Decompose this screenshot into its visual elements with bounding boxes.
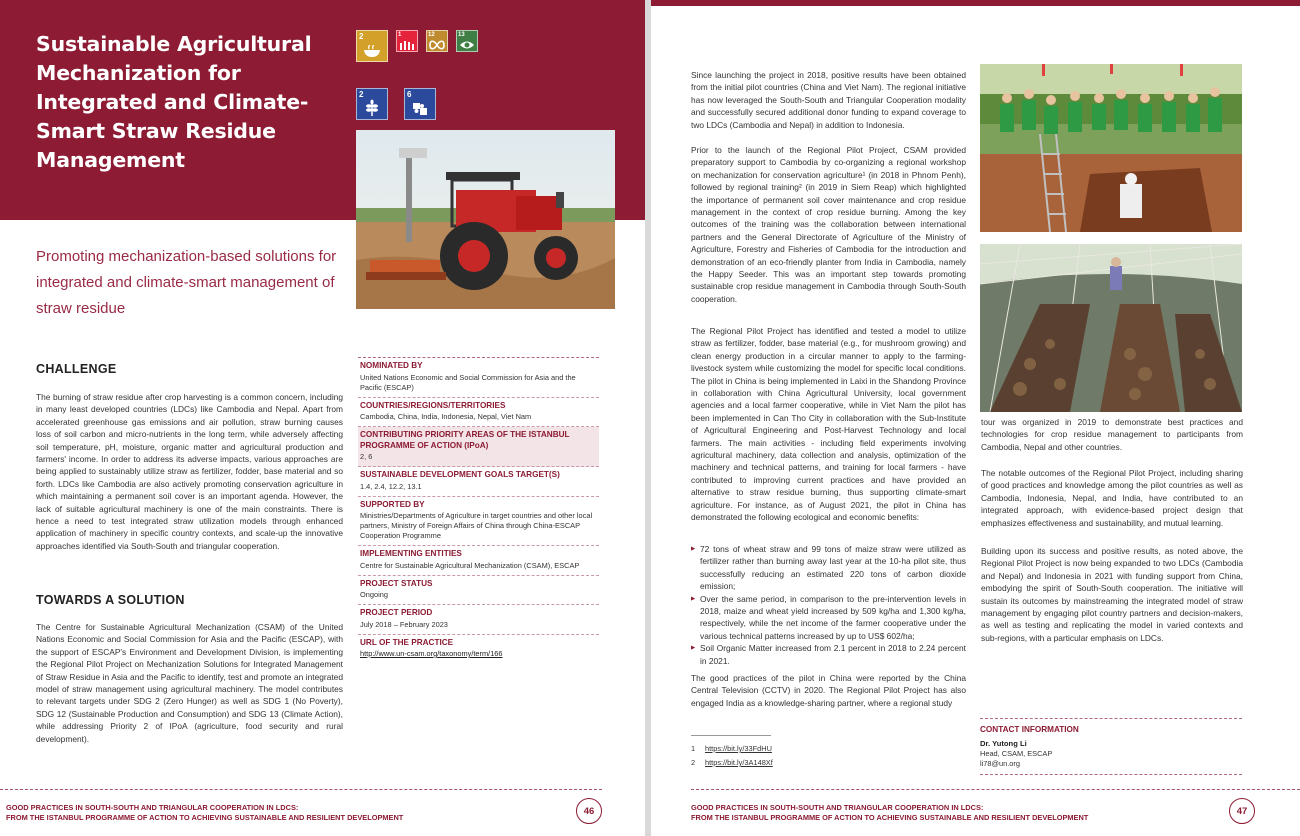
info-sdg-targets: SUSTAINABLE DEVELOPMENT GOALS TARGET(S) 1.4, 2.4, 12.2, 13.1	[358, 467, 599, 497]
solution-heading: TOWARDS A SOLUTION	[36, 593, 185, 607]
info-nominated-by: NOMINATED BY United Nations Economic and Social Commission for Asia and the Pacific (ESCAP)	[358, 358, 599, 398]
ipoa-2-icon: 2	[356, 88, 388, 120]
solution-text: The Centre for Sustainable Agricultural Mechanization (CSAM) of the United Nations Economic and Social Commission for Asia and the Pacific (ESCAP), with the support of ESCAP's Environment and Development Division, is implementing the Regional Pilot Project on Mechanization Solutions for Integrated Management of Straw Residue in Asia and the Pacific to identify, test and promote an integrated model of straw management using agricultural machinery. The model contributes to relevant targets under SDG 2 (Zero Hunger) as well as SDG 1 (No Poverty), SDG 12 (Sustainable Production and Consumption) and SDG 13 (Climate Action), while addressing Priority 2 of IPoA (agriculture, food security and rural development).	[36, 622, 343, 744]
left-page	[0, 0, 645, 836]
footer-divider	[691, 789, 1300, 790]
sdg-icons	[356, 30, 478, 62]
field-visit-photo	[980, 64, 1242, 232]
info-countries: COUNTRIES/REGIONS/TERRITORIES Cambodia, China, India, Indonesia, Nepal, Viet Nam	[358, 398, 599, 428]
sdg-1-icon: 1	[396, 30, 418, 52]
paragraph-results: Since launching the project in 2018, positive results have been obtained from the initial pilot countries (China and Viet Nam). The regional initiative has now leveraged the South-South and Triangular Cooperation modality and successfully secured additional donor funding to expand coverage to two LDCs (Cambodia and Nepal) in addition to Indonesia.	[691, 70, 966, 130]
footer-divider	[0, 789, 602, 790]
practice-url-link[interactable]: http://www.un-csam.org/taxonomy/term/166	[360, 649, 503, 658]
challenge-heading: CHALLENGE	[36, 362, 117, 376]
page-title: Sustainable Agricultural Mechanization for Integrated and Climate-Smart Straw Residue Management	[36, 32, 312, 172]
page-number: 47	[1229, 798, 1255, 824]
paragraph-study-tour: tour was organized in 2019 to demonstrate best practices and technologies for crop residue management to participants from Cambodia, Nepal and other countries.	[981, 417, 1243, 452]
info-implementing-entities: IMPLEMENTING ENTITIES Centre for Sustainable Agricultural Mechanization (CSAM), ESCAP	[358, 546, 599, 576]
paragraph-preparatory-support: Prior to the launch of the Regional Pilot Project, CSAM provided preparatory support to Cambodia by co-organizing a regional workshop on mechanization for conservation agriculture¹ (in 2018 in Phnom Penh), followed by regional training² (in 2019 in Siem Reap) which highlighted the importance of permanent soil cover maintenance and crop residue management in the context of crop residue burning. Among the key outcomes of the training was the collaboration between international partners and the General Directorate of Agriculture of the Ministry of Agriculture, Forestry and Fisheries of Cambodia for the introduction and demonstration of an eco-friendly planter from India in Cambodia, namely the Happy Seeder. This was an important step towards promoting sustainable crop residue management in Cambodia through South-South cooperation.	[691, 145, 966, 304]
footnote-2-link[interactable]: https://bit.ly/3A148Xf	[705, 758, 773, 767]
contact-role: Head, CSAM, ESCAP	[980, 749, 1053, 758]
top-accent-bar	[651, 0, 1300, 6]
practice-info-box	[358, 357, 599, 663]
footnote-2: 2 https://bit.ly/3A148Xf	[691, 758, 773, 767]
info-ipoa-priority-areas: CONTRIBUTING PRIORITY AREAS OF THE ISTANBUL PROGRAMME OF ACTION (IPoA) 2, 6	[358, 427, 599, 467]
footer-text: GOOD PRACTICES IN SOUTH-SOUTH AND TRIANGULAR COOPERATION IN LDCS: FROM THE ISTANBUL PROGRAMME OF ACTION TO ACHIEVING SUSTAINABLE AND RESILIENT DEVELOPMENT	[6, 803, 404, 822]
info-project-period: PROJECT PERIOD July 2018 – February 2023	[358, 605, 599, 635]
contact-name: Dr. Yutong Li	[980, 739, 1027, 748]
tractor-photo	[356, 130, 615, 309]
contact-information-box	[980, 718, 1242, 775]
page-number: 46	[576, 798, 602, 824]
paragraph-pilot-model: The Regional Pilot Project has identified and tested a model to utilize straw as fertilizer, fodder, base material (e.g., for mushroom growing) and clean energy production in a circular manner to apply to the farming-livestock system while customizing the model for specific local conditions. The pilot in China is being implemented in Laixi in the Shandong Province in collaboration with China Agricultural University, local government agencies and a local farmer cooperative, while in Viet Nam the pilot has been implemented in Can Tho City in collaboration with the Sub-Institute of Agricultural Engineering and Post-Harvest Technology and local farmers. The main activities - including field experiments involving agricultural machinery, data collection and analysis, optimization of the machinery and technical patterns, and training for local farmers - have contributed to improving current practices and have provided an alternative to straw residue burning, thus supporting climate-smart agriculture. For instance, as of August 2021, the pilot in China has demonstrated the following ecological and economic benefits:	[691, 326, 966, 523]
footnote-1-link[interactable]: https://bit.ly/33FdHU	[705, 744, 772, 753]
list-item: ▶ Over the same period, in comparison to the pre-intervention levels in 2018, maize and wheat yield increased by 509 kg/ha and 1,300 kg/ha, respectively, while the net income of the farmer cooperative under the various technical patterns increased by up to US$ 602/ha;	[691, 593, 966, 643]
paragraph-cctv: The good practices of the pilot in China were reported by the China Central Television (CCTV) in 2020. The Regional Pilot Project has also engaged India as a knowledge-sharing partner, where a regional study	[691, 673, 966, 708]
right-page	[651, 0, 1300, 836]
footnote-1: 1 https://bit.ly/33FdHU	[691, 744, 772, 753]
challenge-text: The burning of straw residue after crop harvesting is a common concern, including in many least developed countries (LDCs) like Cambodia and Nepal. Apart from accelerated greenhouse gas emissions and air pollution, straw burning causes loss of soil carbon and micro-nutrients in the long term, while adversely affecting soil temperature, pH, moisture, organic matter and agricultural production and farmers' income. In order to address its adverse impacts, various approaches are being applied to sustainably utilize straw as fertilizer, fodder, base material and so forth. LDCs like Cambodia are also actively promoting conservation agriculture in which maintaining a permanent soil cover is an important agenda. However, the lack of suitable agricultural machinery is one of the main constraints. There is hence a need to test integrated straw utilization models through enhanced application of machinery in specific country contexts, and scale-up the innovative approaches identified via South-South and triangular cooperation.	[36, 392, 343, 551]
paragraph-expansion: Building upon its success and positive results, as noted above, the Regional Pilot Project is now being expanded to two LDCs (Cambodia and Nepal) and Indonesia in 2021 with funding support from China, embodying the spirit of South-South cooperation. The initiative will sustain its outcomes by mainstreaming the integrated model of straw management by engaging pilot country partners and decision-makers, as well as testing and replicating the model in varied contexts and sub-regions, with a particular emphasis on LDCs.	[981, 546, 1243, 643]
footnote-divider	[691, 735, 771, 736]
contact-label: CONTACT INFORMATION	[980, 725, 1079, 734]
benefits-list	[691, 543, 966, 667]
ipoa-icons	[356, 88, 436, 120]
list-item: ▶ 72 tons of wheat straw and 99 tons of maize straw were utilized as fertilizer rather than burning away last year at the 10-ha pilot site, thus successfully reducing an estimated 220 tons of carbon dioxide emission;	[691, 543, 966, 593]
ipoa-6-icon: 6	[404, 88, 436, 120]
info-supported-by: SUPPORTED BY Ministries/Departments of Agriculture in target countries and other local partners, Ministry of Foreign Affairs of China through China-ESCAP Cooperation Programme	[358, 497, 599, 547]
footer-text: GOOD PRACTICES IN SOUTH-SOUTH AND TRIANGULAR COOPERATION IN LDCS: FROM THE ISTANBUL PROGRAMME OF ACTION TO ACHIEVING SUSTAINABLE AND RESILIENT DEVELOPMENT	[691, 803, 1089, 822]
page-subtitle: Promoting mechanization-based solutions for integrated and climate-smart management of straw residue	[36, 248, 337, 317]
footnotes	[691, 742, 773, 770]
info-url: URL OF THE PRACTICE http://www.un-csam.org/taxonomy/term/166	[358, 635, 599, 664]
sdg-12-icon: 12	[426, 30, 448, 52]
paragraph-outcomes: The notable outcomes of the Regional Pilot Project, including sharing of good practices and knowledge among the pilot countries as well as Cambodia, Indonesia, Nepal, and India, have contributed to an integrated approach, with evidence-based project design that emphasizes effectiveness and sustainability, and mutual learning.	[981, 468, 1243, 528]
info-project-status: PROJECT STATUS Ongoing	[358, 576, 599, 606]
sdg-2-icon: 2	[356, 30, 388, 62]
sdg-13-icon: 13	[456, 30, 478, 52]
mushroom-greenhouse-photo	[980, 244, 1242, 412]
contact-email[interactable]: li78@un.org	[980, 758, 1020, 768]
list-item: ▶ Soil Organic Matter increased from 2.1 percent in 2018 to 2.24 percent in 2021.	[691, 642, 966, 667]
